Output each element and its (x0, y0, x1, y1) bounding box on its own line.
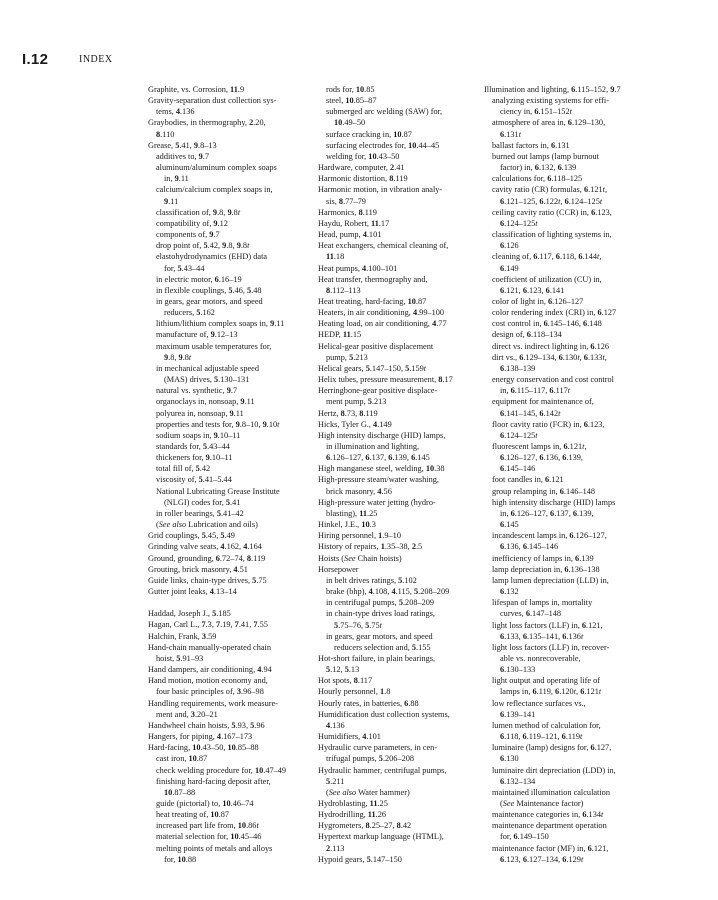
index-subentry: in flexible couplings, 5.46, 5.48 (156, 285, 262, 295)
index-subentry: aluminum/aluminum complex soaps in, 9.11 (156, 163, 277, 184)
index-subentry: cast iron, 10.87 (156, 754, 208, 764)
index-subentry: fluorescent lamps in, 6.121t, 6.126–127, 6.136, 6.139, 6.145–146 (492, 442, 587, 474)
index-subentry: maintained illumination calculation (See Maintenance factor) (492, 787, 610, 808)
index-subentry: lamp lumen depreciation (LLD) in, 6.132 (492, 575, 609, 597)
index-entry: Grinding valve seats, 4.162, 4.164 (148, 542, 262, 552)
index-subentry: compatibility of, 9.12 (156, 218, 228, 228)
index-entry: Hardware, computer, 2.41 (318, 163, 405, 173)
index-entry: Guide links, chain-type drives, 5.75 (148, 575, 267, 585)
index-subentry: finishing hard-facing deposit after, 10.87–88 (156, 776, 271, 797)
index-entry: Hydroblasting, 11.25 (318, 799, 388, 808)
index-entry: High-pressure water jetting (hydro- blasting), 11.25 (318, 497, 436, 518)
index-subentry: polyurea in, nonsoap, 9.11 (156, 408, 244, 418)
index-subentry: foot candles in, 6.121 (492, 475, 564, 485)
index-subentry: luminaire dirt depreciation (LDD) in, 6.132–134 (492, 765, 616, 786)
index-subentry: incandescent lamps in, 6.126–127, 6.136, 6.145–146 (492, 531, 607, 552)
index-subentry: luminaire (lamp) designs for, 6.127, 6.130 (492, 743, 612, 764)
index-entry: Hourly personnel, 1.8 (318, 687, 391, 697)
index-entry: Hourly rates, in batteries, 6.88 (318, 698, 419, 708)
index-subentry: in roller bearings, 5.41–42 (156, 508, 244, 518)
index-subentry: steel, 10.85–87 (326, 96, 377, 106)
index-subentry: dirt vs., 6.129–134, 6.130t, 6.133t, 6.138–139 (492, 352, 607, 373)
index-subentry: drop point of, 5.42, 9.8, 9.8t (156, 241, 250, 251)
index-subentry: light loss factors (LLF) in, recover- able vs. nonrecoverable, 6.130–133 (492, 642, 610, 675)
index-subentry: check welding procedure for, 10.47–49 (156, 765, 287, 775)
page-number: I.12 (22, 51, 49, 68)
index-subentry: National Lubricating Grease Institute (NLGI) codes for, 5.41 (156, 486, 280, 507)
index-subentry: light loss factors (LLF) in, 6.121, 6.133, 6.135–141, 6.136t (492, 620, 603, 641)
index-subentry: elastohydrodynamics (EHD) data for, 5.43–44 (156, 252, 268, 273)
index-entry: Harmonics, 8.119 (318, 207, 377, 217)
index-subentry: light output and operating life of lamps in, 6.119, 6.120t, 6.121t (492, 676, 602, 697)
index-subentry: manufacture of, 9.12–13 (156, 330, 238, 340)
index-subentry: calcium/calcium complex soaps in, 9.11 (156, 185, 273, 206)
index-entry: Grease, 5.41, 9.8–13 (148, 140, 217, 150)
index-subentry: in centrifugal pumps, 5.208–209 (326, 598, 435, 608)
index-subentry: coefficient of utilization (CU) in, 6.121, 6.123, 6.141 (492, 274, 602, 295)
index-subentry: (See also Lubrication and oils) (156, 520, 258, 530)
index-entry: Hand-chain manually-operated chain hoist, 5.91–93 (148, 642, 272, 663)
index-entry: Horsepower (318, 564, 359, 574)
index-entry: Hand dampers, air conditioning, 4.94 (148, 665, 272, 675)
index-entry: History of repairs, 1.35–38, 2.5 (318, 542, 423, 552)
index-subentry: energy conservation and cost control in, 6.115–117, 6.117t (492, 375, 614, 396)
index-subentry: material selection for, 10.45–46 (156, 832, 262, 842)
index-subentry: group relamping in, 6.146–148 (492, 486, 596, 496)
index-entry: Hydrodrilling, 11.26 (318, 810, 386, 820)
index-entry: Helical gears, 5.147–150, 5.159t (318, 363, 427, 373)
index-subentry: viscosity of, 5.41–5.44 (156, 475, 232, 485)
index-subentry: total fill of, 5.42 (156, 464, 211, 474)
index-entry: Grouting, brick masonry, 4.51 (148, 564, 248, 574)
index-subentry: organoclays in, nonsoap, 9.11 (156, 397, 255, 407)
index-entry: Humidification dust collection systems, 4.136 (318, 709, 450, 730)
index-subentry: floor cavity ratio (FCR) in, 6.123, 6.124–125t (492, 419, 605, 440)
index-subentry: properties and tests for, 9.8–10, 9.10t (156, 419, 280, 429)
index-entry: Hypertext markup language (HTML), 2.113 (318, 832, 444, 853)
index-entry: Haddad, Joseph J., 5.185 (148, 609, 231, 619)
index-subentry: cavity ratio (CR) formulas, 6.121t, 6.121–125, 6.122t, 6.124–125t (492, 185, 608, 206)
index-subentry: increased part life from, 10.86t (156, 821, 259, 831)
index-subentry: surface cracking in, 10.87 (326, 129, 412, 139)
index-subentry: welding for, 10.43–50 (326, 151, 400, 161)
index-subentry: maintenance categories in, 6.134t (492, 810, 604, 820)
index-subentry: analyzing existing systems for effi- ciency in, 6.151–152t (492, 96, 609, 117)
index-entry: Humidifiers, 4.101 (318, 732, 381, 742)
index-subentry: direct vs. indirect lighting in, 6.126 (492, 341, 610, 351)
index-entry: Halchin, Frank, 3.59 (148, 631, 217, 641)
index-subentry: surfacing electrodes for, 10.44–45 (326, 140, 440, 150)
section-title: INDEX (79, 54, 113, 65)
index-entry: Heaters, in air conditioning, 4.99–100 (318, 308, 445, 318)
index-subentry: calculations for, 6.118–125 (492, 174, 583, 184)
index-subentry: thickeners for, 9.10–11 (156, 453, 233, 463)
index-subentry: lumen method of calculation for, 6.118, 6.119–121, 6.119t (492, 720, 601, 742)
index-subentry: design of, 6.118–134 (492, 330, 562, 340)
index-entry: Hydraulic curve parameters, in cen- trifugal pumps, 5.206–208 (318, 743, 438, 764)
index-entry: Heat pumps, 4.100–101 (318, 263, 398, 273)
index-subentry: low reflectance surfaces vs., 6.139–141 (492, 698, 586, 719)
index-subentry: burned out lamps (lamp burnout factor) in, 6.132, 6.139 (492, 151, 599, 173)
index-subentry: rods for, 10.85 (326, 85, 375, 94)
index-entry: Head, pump, 4.101 (318, 230, 382, 240)
index-entry: Herringbone-gear positive displace- ment pump, 5.213 (318, 386, 438, 407)
index-entry: Hydraulic hammer, centrifugal pumps, 5.211 (318, 765, 447, 786)
index-subentry: lamp depreciation in, 6.136–138 (492, 564, 600, 574)
index-column-2 (318, 84, 482, 865)
index-entry: Hygrometers, 8.25–27, 8.42 (318, 821, 412, 831)
index-subentry: in gears, gear motors, and speed reducers, 5.162 (156, 296, 263, 318)
index-entry: High manganese steel, welding, 10.38 (318, 464, 445, 474)
index-entry: HEDP, 11.15 (318, 330, 362, 340)
index-subentry: standards for, 5.43–44 (156, 442, 230, 451)
index-entry: Hinkel, J.E., 10.3 (318, 520, 376, 530)
index-column-1 (148, 84, 316, 865)
index-entry: Gutter joint leaks, 4.13–14 (148, 587, 237, 597)
index-entry: Helix tubes, pressure measurement, 8.17 (318, 375, 453, 385)
index-subentry: lifespan of lamps in, mortality curves, 6.147–148 (492, 598, 593, 619)
index-entry: Illumination and lighting, 6.115–152, 9.7 (484, 85, 621, 94)
index-entry: Gravity-separation dust collection sys- tems, 4.136 (148, 96, 277, 117)
index-subentry: ceiling cavity ratio (CCR) in, 6.123, 6.124–125t (492, 207, 612, 228)
index-subentry: atmosphere of area in, 6.129–130, 6.131t (492, 118, 606, 139)
index-entry: High intensity discharge (HID) lamps, in illumination and lighting, 6.126–127, 6.137, 6.139, 6.145 (318, 430, 446, 463)
index-entry: Hertz, 8.73, 8.119 (318, 408, 378, 418)
index-subentry: natural vs. synthetic, 9.7 (156, 386, 238, 396)
index-entry: High-pressure steam/water washing, brick masonry, 4.56 (318, 475, 439, 496)
index-subentry: in electric motor, 6.16–19 (156, 274, 242, 284)
index-entry: Hagan, Carl L., 7.3, 7.19, 7.41, 7.55 (148, 620, 268, 630)
index-subentry: melting points of metals and alloys for, 10.88 (156, 843, 273, 864)
index-subentry: color of light in, 6.126–127 (492, 296, 584, 306)
index-subentry: (See also Water hammer) (326, 787, 410, 797)
index-entry: Graybodies, in thermography, 2.20, 8.110 (148, 118, 266, 139)
index-entry: Heat exchangers, chemical cleaning of, 11.18 (318, 241, 449, 262)
index-entry: Hard-facing, 10.43–50, 10.85–88 (148, 743, 259, 753)
index-subentry: color rendering index (CRI) in, 6.127 (492, 308, 617, 318)
index-column-3 (484, 84, 650, 865)
index-entry: Grid couplings, 5.45, 5.49 (148, 531, 235, 541)
index-entry: Heat transfer, thermography and, 8.112–113 (318, 274, 428, 295)
index-subentry: classification of, 9.8, 9.8t (156, 207, 241, 217)
index-subentry: components of, 9.7 (156, 230, 220, 240)
index-entry: Ground, grounding, 6.72–74, 8.119 (148, 553, 266, 563)
index-subentry: additives to, 9.7 (156, 151, 210, 161)
index-entry: Heat treating, hard-facing, 10.87 (318, 296, 427, 306)
index-entry: Hicks, Tyler G., 4.149 (318, 419, 392, 429)
index-entry: Haydu, Robert, 11.17 (318, 218, 390, 228)
index-entry: Hot spots, 8.117 (318, 676, 373, 686)
index-subentry: maintenance department operation for, 6.149–150 (492, 821, 607, 842)
index-subentry: brake (bhp), 4.108, 4.115, 5.208–209 (326, 587, 450, 597)
index-entry: Handwheel chain hoists, 5.93, 5.96 (148, 720, 265, 730)
index-subentry: guide (pictorial) to, 10.46–74 (156, 798, 254, 808)
index-subentry: classification of lighting systems in, 6.126 (492, 230, 612, 251)
index-subentry: cleaning of, 6.117, 6.118, 6.144t, 6.149 (492, 252, 602, 273)
index-entry: Hot-short failure, in plain bearings, 5.12, 5.13 (318, 653, 436, 675)
index-subentry: inefficiency of lamps in, 6.139 (492, 553, 594, 563)
index-subentry: ballast factors in, 6.131 (492, 140, 570, 150)
index-entry: Hiring personnel, 1.9–10 (318, 531, 401, 541)
index-subentry: lithium/lithium complex soaps in, 9.11 (156, 319, 285, 329)
index-subentry: cost control in, 6.145–146, 6.148 (492, 319, 602, 329)
index-subentry: equipment for maintenance of, 6.141–145, 6.142t (492, 397, 594, 418)
index-subentry: in belt drives ratings, 5.102 (326, 575, 417, 585)
index-entry: Graphite, vs. Corrosion, 11.9 (148, 85, 245, 94)
index-subentry: submerged arc welding (SAW) for, 10.49–50 (326, 107, 443, 128)
index-subentry: in gears, gear motors, and speed reducers selection and, 5.155 (326, 631, 433, 652)
index-subentry: heat treating of, 10.87 (156, 810, 230, 820)
index-subentry: maximum usable temperatures for, 9.8, 9.8t (156, 341, 272, 362)
page-header (0, 0, 718, 80)
index-subentry: sodium soaps in, 9.10–11 (156, 430, 241, 440)
index-subentry: in mechanical adjustable speed (MAS) drives, 5.130–131 (156, 363, 259, 385)
index-entry: Hoists (See Chain hoists) (318, 553, 402, 563)
index-entry: Hand motion, motion economy and, four basic principles of, 3.96–98 (148, 676, 268, 697)
index-entry: Hypoid gears, 5.147–150 (318, 854, 402, 864)
index-subentry: maintenance factor (MF) in, 6.121, 6.123, 6.127–134, 6.129t (492, 843, 609, 864)
index-subentry: in chain-type drives load ratings, 5.75–76, 5.75t (326, 609, 435, 630)
index-subentry: high intensity discharge (HID) lamps in, 6.126–127, 6.137, 6.139, 6.145 (492, 497, 616, 530)
index-entry: Handling requirements, work measure- ment and, 3.20–21 (148, 698, 278, 719)
index-entry: Helical-gear positive displacement pump, 5.213 (318, 341, 434, 362)
index-entry: Harmonic distortion, 8.119 (318, 174, 408, 184)
index-entry: Harmonic motion, in vibration analy- sis, 8.77–79 (318, 185, 443, 206)
index-entry: Heating load, on air conditioning, 4.77 (318, 319, 447, 329)
index-entry: Hangers, for piping, 4.167–173 (148, 732, 253, 742)
letter-gap (148, 597, 316, 608)
